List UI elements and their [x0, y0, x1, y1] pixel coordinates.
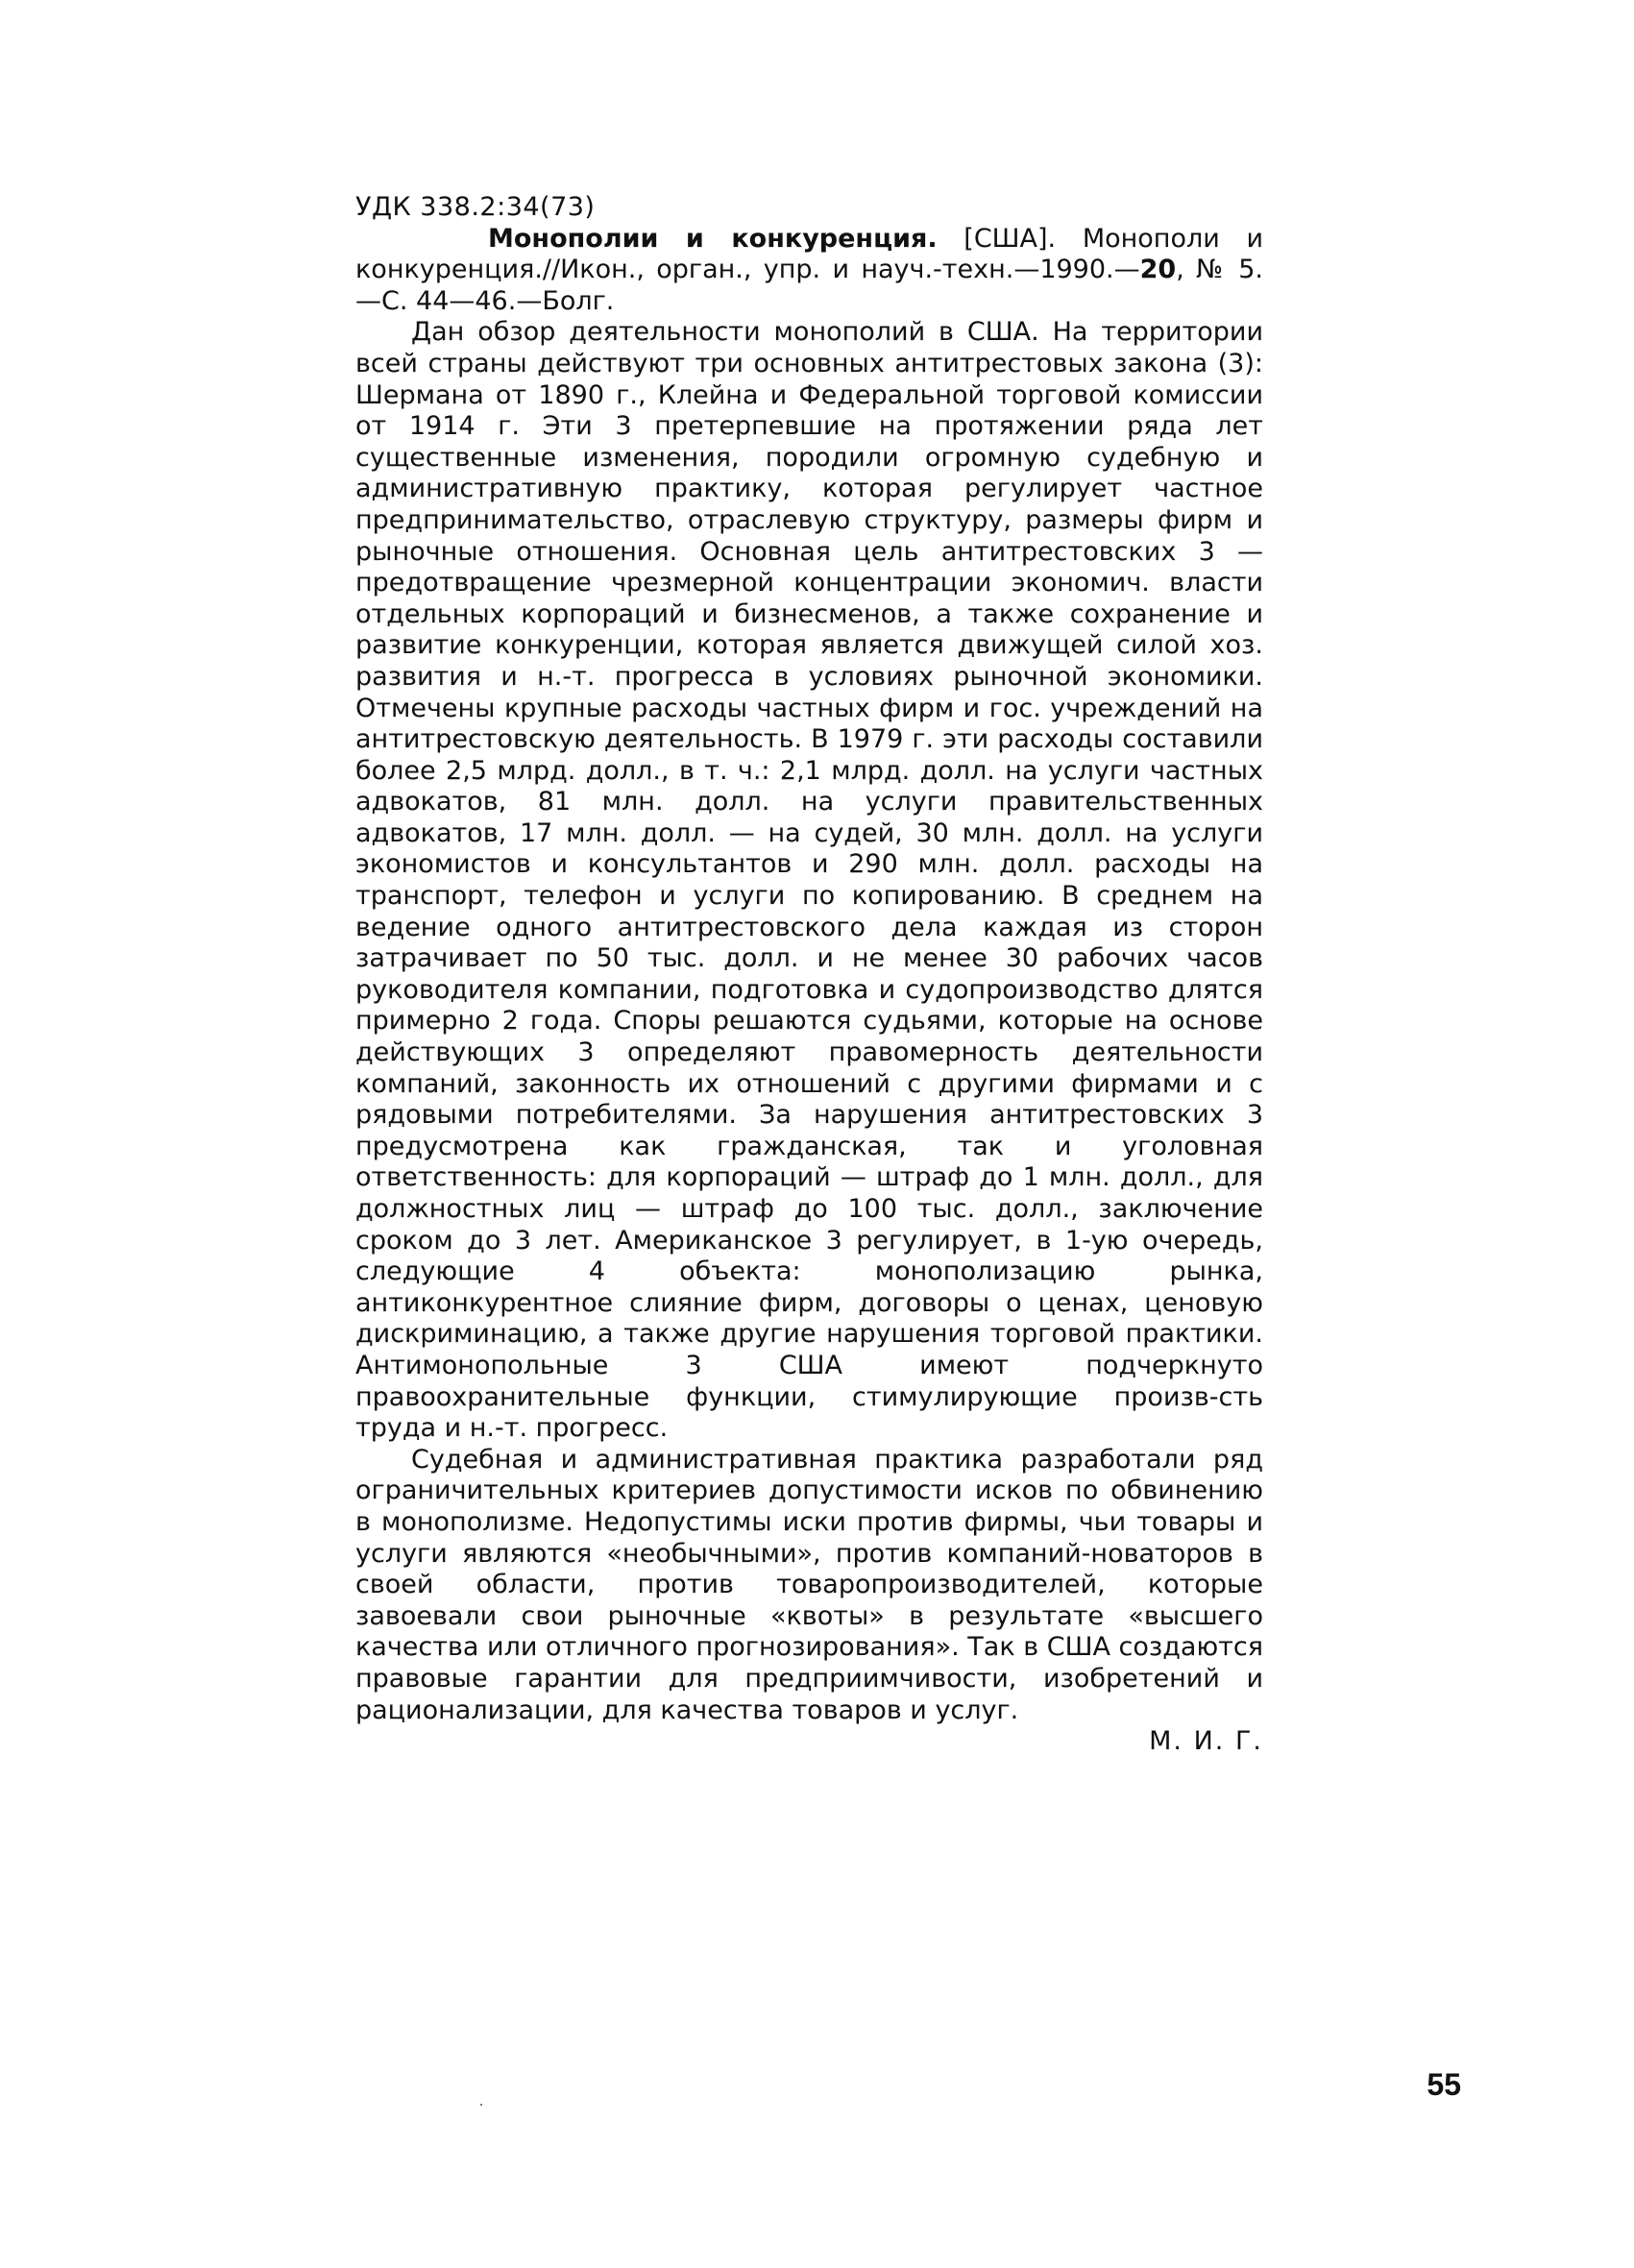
bibliographic-citation	[355, 224, 1263, 318]
citation-source: [США]. Монополи и конкуренция.//Икон., орган., упр. и науч.-техн.—1990.—	[355, 223, 1263, 285]
abstract-paragraph-1: Дан обзор деятельности монополий в США. На территории всей страны действуют три основных антитрестовых закона (3): Шермана от 1890 г., Клейна и Федеральной торговой комиссии от 1914 г. Эти 3 претерпевшие на протяжении ряда лет существенные изменения, породили огромную судебную и административную практику, которая регулирует частное предпринимательство, отраслевую структуру, размеры фирм и рыночные отношения. Основная цель антитрестовских 3 — предотвращение чрезмерной концентрации экономич. власти отдельных корпораций и бизнесменов, а также сохранение и развитие конкуренции, которая является движущей силой хоз. развития и н.-т. прогресса в условиях рыночной экономики. Отмечены крупные расходы частных фирм и гос. учреждений на антитрестовскую деятельность. В 1979 г. эти расходы составили более 2,5 млрд. долл., в т. ч.: 2,1 млрд. долл. на услуги частных адвокатов, 81 млн. долл. на услуги правительственных адвокатов, 17 млн. долл. — на судей, 30 млн. долл. на услуги экономистов и консультантов и 290 млн. долл. расходы на транспорт, телефон и услуги по копированию. В среднем на ведение одного антитрестовского дела каждая из сторон затрачивает по 50 тыс. долл. и не менее 30 рабочих часов руководителя компании, подготовка и судопроизводство длятся примерно 2 года. Споры решаются судьями, которые на основе действующих 3 определяют правомерность деятельности компаний, законность их отношений с другими фирмами и с рядовыми потребителями. За нарушения антитрестовских 3 предусмотрена как гражданская, так и уголовная ответственность: для корпораций — штраф до 1 млн. долл., для должностных лиц — штраф до 100 тыс. долл., заключение сроком до 3 лет. Американское 3 регулирует, в 1-ую очередь, следующие 4 объекта: монополизацию рынка, антиконкурентное слияние фирм, договоры о ценах, ценовую дискриминацию, а также другие нарушения торговой практики. Антимонопольные 3 США имеют подчеркнуто правоохранительные функции, стимулирующие произв-сть труда и н.-т. прогресс.	[355, 317, 1263, 1444]
page-number: 55	[1427, 2067, 1461, 2102]
author-initials: М. И. Г.	[1149, 1726, 1263, 1757]
scan-speck	[480, 2104, 482, 2106]
citation-title: Монополии и конкуренция.	[488, 223, 938, 254]
abstract-paragraph-2: Судебная и административная практика разработали ряд ограничительных критериев допустимости исков по обвинению в монополизме. Недопустимы иски против фирмы, чьи товары и услуги являются «необычными», против компаний-новаторов в своей области, против товаропроизводителей, которые завоевали свои рыночные «квоты» в результате «высшего качества или отличного прогнозирования». Так в США создаются правовые гарантии для предприимчивости, изобретений и рационализации, для качества товаров и услуг.	[355, 1444, 1263, 1725]
udc-code: УДК 338.2:34(73)	[355, 192, 596, 222]
citation-issue: , № 5.—С. 44—46.—Болг.	[355, 255, 1263, 316]
abstract-entry	[355, 192, 1263, 1758]
citation-volume: 20	[1139, 255, 1177, 285]
